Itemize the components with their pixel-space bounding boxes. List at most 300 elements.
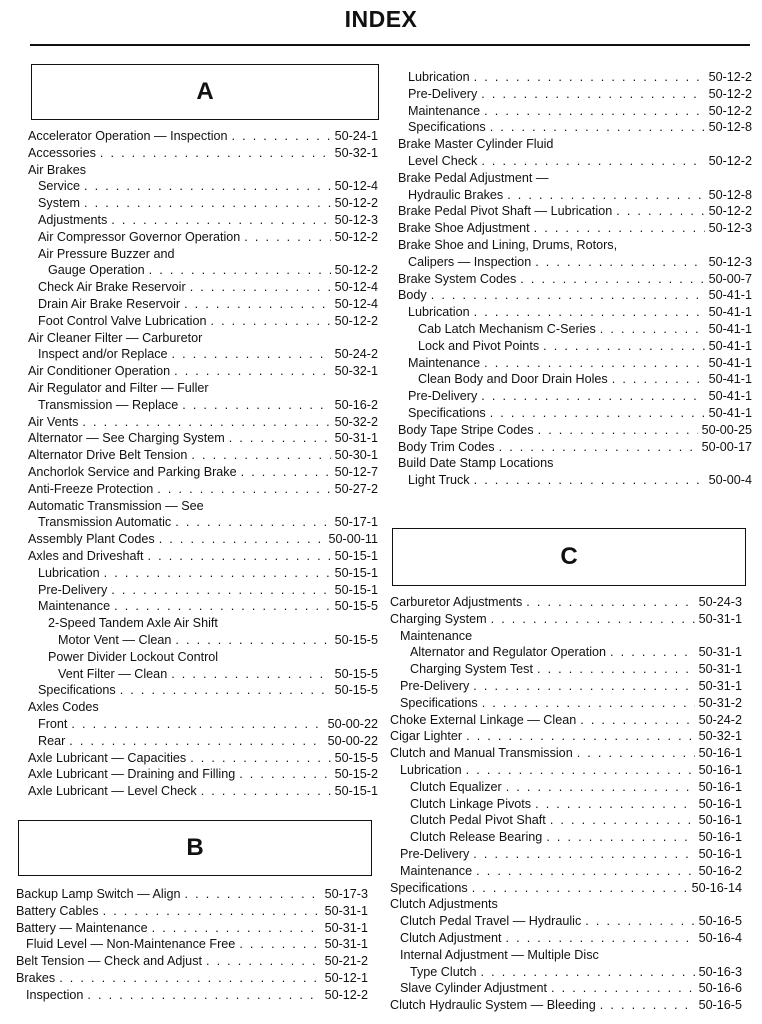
entry-page: 50-31-1	[324, 937, 368, 951]
leader-dots	[490, 405, 705, 422]
index-entry	[16, 886, 368, 903]
entry-page: 50-16-1	[698, 746, 742, 760]
index-entry	[26, 987, 368, 1004]
entry-page: 50-12-1	[324, 971, 368, 985]
index-entry	[410, 964, 742, 981]
leader-dots	[206, 953, 321, 970]
index-entry	[408, 103, 752, 120]
entry-page: 50-41-1	[708, 288, 752, 302]
entry-page: 50-12-2	[708, 87, 752, 101]
index-entry	[28, 330, 378, 347]
entry-text: Clutch Hydraulic System — Bleeding	[390, 998, 596, 1012]
leader-dots	[546, 829, 694, 846]
section-b-header	[18, 820, 372, 876]
entry-page: 50-41-1	[708, 322, 752, 336]
entry-text: Power Divider Lockout Control	[48, 650, 219, 664]
index-entry	[408, 153, 752, 170]
leader-dots	[507, 187, 704, 204]
entry-page: 50-12-2	[708, 104, 752, 118]
index-entry	[418, 371, 752, 388]
leader-dots	[474, 69, 705, 86]
entry-page: 50-31-1	[698, 679, 742, 693]
index-entry	[400, 913, 742, 930]
index-entry	[390, 611, 742, 628]
entry-page: 50-16-6	[698, 981, 742, 995]
index-entry	[410, 829, 742, 846]
entry-text: Calipers — Inspection	[408, 255, 532, 269]
leader-dots	[175, 632, 330, 649]
entry-page: 50-12-3	[708, 255, 752, 269]
entry-page: 50-00-7	[708, 272, 752, 286]
index-entry	[398, 439, 752, 456]
leader-dots	[69, 733, 323, 750]
index-entry	[398, 237, 752, 254]
entry-text: Carburetor Adjustments	[390, 595, 523, 609]
entry-page: 50-31-1	[324, 904, 368, 918]
leader-dots	[172, 346, 331, 363]
leader-dots	[538, 422, 698, 439]
index-entry	[398, 203, 752, 220]
leader-dots	[239, 766, 330, 783]
leader-dots	[473, 846, 694, 863]
entry-page: 50-12-3	[334, 213, 378, 227]
index-entry	[38, 346, 378, 363]
index-entry	[408, 69, 752, 86]
leader-dots	[482, 695, 695, 712]
index-entry	[410, 812, 742, 829]
entry-page: 50-16-1	[698, 763, 742, 777]
entry-page: 50-16-1	[698, 847, 742, 861]
entry-page: 50-00-17	[701, 440, 752, 454]
leader-dots	[520, 271, 704, 288]
entry-page: 50-16-1	[698, 797, 742, 811]
index-entry	[390, 896, 742, 913]
entry-page: 50-16-3	[698, 965, 742, 979]
entry-text: Clutch Release Bearing	[410, 830, 543, 844]
index-entry	[28, 481, 378, 498]
entry-page: 50-32-1	[334, 146, 378, 160]
entry-page: 50-15-5	[334, 683, 378, 697]
index-entry	[38, 733, 378, 750]
entry-text: Foot Control Valve Lubrication	[38, 314, 207, 328]
index-entry	[28, 783, 378, 800]
entry-page: 50-41-1	[708, 406, 752, 420]
index-entry	[38, 229, 378, 246]
index-entry	[38, 212, 378, 229]
leader-dots	[201, 783, 331, 800]
entry-page: 50-41-1	[708, 372, 752, 386]
entry-text: Automatic Transmission — See	[28, 499, 204, 513]
entry-text: Hydraulic Brakes	[408, 188, 504, 202]
index-entry	[28, 414, 378, 431]
entry-page: 50-16-1	[698, 813, 742, 827]
entry-page: 50-41-1	[708, 356, 752, 370]
leader-dots	[185, 886, 321, 903]
leader-dots	[184, 296, 331, 313]
entry-text: Adjustments	[38, 213, 108, 227]
leader-dots	[84, 178, 331, 195]
entry-text: Gauge Operation	[48, 263, 145, 277]
entry-text: Lubrication	[400, 763, 462, 777]
entry-text: Accessories	[28, 146, 96, 160]
index-entry	[400, 695, 742, 712]
entry-text: Maintenance	[38, 599, 111, 613]
entry-page: 50-24-2	[334, 347, 378, 361]
leader-dots	[210, 313, 330, 330]
entry-text: Charging System Test	[410, 662, 533, 676]
entry-text: Build Date Stamp Locations	[398, 456, 554, 470]
index-entry	[390, 728, 742, 745]
index-entry	[410, 644, 742, 661]
index-entry	[410, 796, 742, 813]
entry-text: Anti-Freeze Protection	[28, 482, 154, 496]
index-entry	[28, 128, 378, 145]
entry-text: Lock and Pivot Points	[418, 339, 540, 353]
entry-page: 50-12-4	[334, 297, 378, 311]
leader-dots	[149, 262, 331, 279]
entry-text: Axle Lubricant — Draining and Filling	[28, 767, 236, 781]
entry-page: 50-15-5	[334, 667, 378, 681]
entry-text: Axle Lubricant — Level Check	[28, 784, 197, 798]
leader-dots	[82, 414, 330, 431]
index-entry	[28, 531, 378, 548]
entry-text: 2-Speed Tandem Axle Air Shift	[48, 616, 218, 630]
entry-text: Vent Filter — Clean	[58, 667, 168, 681]
entry-page: 50-32-2	[334, 415, 378, 429]
entry-page: 50-00-22	[327, 734, 378, 748]
entry-page: 50-41-1	[708, 389, 752, 403]
leader-dots	[175, 514, 330, 531]
index-entry	[28, 498, 378, 515]
entry-page: 50-16-14	[691, 881, 742, 895]
leader-dots	[148, 548, 331, 565]
index-entry	[400, 980, 742, 997]
entry-text: Inspect and/or Replace	[38, 347, 168, 361]
leader-dots	[537, 661, 695, 678]
entry-text: Choke External Linkage — Clean	[390, 713, 577, 727]
entry-text: Clean Body and Door Drain Holes	[418, 372, 608, 386]
leader-dots	[534, 220, 705, 237]
index-entry	[28, 447, 378, 464]
entry-page: 50-00-11	[328, 532, 378, 546]
entry-text: Air Vents	[28, 415, 79, 429]
index-entry	[16, 903, 368, 920]
entry-text: Transmission — Replace	[38, 398, 179, 412]
index-entry	[408, 472, 752, 489]
entry-text: Specifications	[390, 881, 468, 895]
index-entry	[38, 296, 378, 313]
title-rule	[30, 44, 750, 46]
leader-dots	[600, 321, 705, 338]
entry-page: 50-31-1	[324, 921, 368, 935]
index-entry	[408, 355, 752, 372]
index-entry	[410, 661, 742, 678]
entry-text: Service	[38, 179, 80, 193]
index-entry	[400, 678, 742, 695]
entry-text: Specifications	[408, 120, 486, 134]
entry-text: Brakes	[16, 971, 56, 985]
leader-dots	[241, 464, 331, 481]
entry-page: 50-12-2	[708, 154, 752, 168]
entry-text: Backup Lamp Switch — Align	[16, 887, 181, 901]
entry-page: 50-16-2	[334, 398, 378, 412]
index-entry	[390, 594, 742, 611]
section-letter: B	[186, 834, 204, 861]
leader-dots	[585, 913, 694, 930]
entry-page: 50-41-1	[708, 339, 752, 353]
entry-page: 50-00-4	[708, 473, 752, 487]
entry-text: Body Trim Codes	[398, 440, 495, 454]
entry-text: Slave Cylinder Adjustment	[400, 981, 547, 995]
leader-dots	[466, 762, 695, 779]
entry-page: 50-32-1	[698, 729, 742, 743]
entry-text: Battery Cables	[16, 904, 99, 918]
index-entry	[48, 262, 378, 279]
entry-text: Brake Shoe and Lining, Drums, Rotors,	[398, 238, 618, 252]
entry-page: 50-12-2	[334, 263, 378, 277]
index-entry	[400, 863, 742, 880]
entry-page: 50-27-2	[334, 482, 378, 496]
entry-page: 50-15-5	[334, 633, 378, 647]
index-entry	[38, 246, 378, 263]
leader-dots	[191, 447, 330, 464]
index-entry	[48, 615, 378, 632]
entry-page: 50-12-2	[334, 314, 378, 328]
entry-page: 50-15-2	[334, 767, 378, 781]
entry-page: 50-12-7	[334, 465, 378, 479]
entry-page: 50-30-1	[334, 448, 378, 462]
index-entry	[38, 598, 378, 615]
leader-dots	[484, 355, 704, 372]
entry-text: Internal Adjustment — Multiple Disc	[400, 948, 599, 962]
entry-page: 50-16-5	[698, 998, 742, 1012]
entry-page: 50-16-5	[698, 914, 742, 928]
entry-text: Alternator and Regulator Operation	[410, 645, 607, 659]
entry-text: Alternator Drive Belt Tension	[28, 448, 188, 462]
entry-text: Axles and Driveshaft	[28, 549, 144, 563]
entry-text: Belt Tension — Check and Adjust	[16, 954, 202, 968]
leader-dots	[481, 964, 695, 981]
entry-page: 50-15-1	[334, 549, 378, 563]
index-entry	[16, 920, 368, 937]
section-c-header	[392, 528, 746, 586]
entry-page: 50-24-2	[698, 713, 742, 727]
entry-text: Clutch Adjustments	[390, 897, 498, 911]
index-entry	[38, 397, 378, 414]
leader-dots	[473, 678, 694, 695]
entry-text: Brake Pedal Pivot Shaft — Lubrication	[398, 204, 613, 218]
leader-dots	[111, 212, 330, 229]
leader-dots	[190, 750, 330, 767]
index-entry	[28, 363, 378, 380]
entry-page: 50-12-8	[708, 188, 752, 202]
entry-text: Pre-Delivery	[400, 679, 470, 693]
entry-text: Motor Vent — Clean	[58, 633, 172, 647]
entry-page: 50-12-2	[708, 70, 752, 84]
index-entry	[408, 405, 752, 422]
entry-text: Front	[38, 717, 68, 731]
entry-text: Pre-Delivery	[408, 389, 478, 403]
index-entry	[38, 313, 378, 330]
entry-text: Fluid Level — Non-Maintenance Free	[26, 937, 236, 951]
entry-text: Air Conditioner Operation	[28, 364, 171, 378]
entry-text: Maintenance	[400, 629, 473, 643]
entry-page: 50-00-25	[701, 423, 752, 437]
entry-page: 50-17-1	[334, 515, 378, 529]
entry-text: Drain Air Brake Reservoir	[38, 297, 181, 311]
entry-page: 50-16-2	[698, 864, 742, 878]
entry-page: 50-16-1	[698, 830, 742, 844]
leader-dots	[474, 304, 705, 321]
index-entry	[400, 930, 742, 947]
leader-dots	[232, 128, 331, 145]
index-entry	[408, 254, 752, 271]
leader-dots	[612, 371, 705, 388]
entry-text: Air Cleaner Filter — Carburetor	[28, 331, 203, 345]
leader-dots	[84, 195, 331, 212]
leader-dots	[481, 388, 704, 405]
leader-dots	[87, 987, 320, 1004]
entry-text: Inspection	[26, 988, 84, 1002]
entry-text: Clutch and Manual Transmission	[390, 746, 573, 760]
leader-dots	[59, 970, 320, 987]
index-entry	[28, 430, 378, 447]
leader-dots	[103, 903, 321, 920]
leader-dots	[114, 598, 330, 615]
entry-page: 50-12-2	[708, 204, 752, 218]
leader-dots	[610, 644, 695, 661]
entry-text: Maintenance	[408, 104, 481, 118]
entry-text: Brake Master Cylinder Fluid	[398, 137, 554, 151]
entry-text: Brake System Codes	[398, 272, 517, 286]
index-entry	[28, 699, 378, 716]
entry-text: Specifications	[38, 683, 116, 697]
entry-page: 50-24-1	[334, 129, 378, 143]
index-entry	[16, 970, 368, 987]
entry-text: Brake Shoe Adjustment	[398, 221, 530, 235]
entry-text: Level Check	[408, 154, 478, 168]
index-entry	[398, 136, 752, 153]
entry-page: 50-12-4	[334, 179, 378, 193]
entry-text: Light Truck	[408, 473, 470, 487]
index-entry	[38, 178, 378, 195]
entry-text: Cab Latch Mechanism C-Series	[418, 322, 596, 336]
index-entry	[390, 880, 742, 897]
entry-page: 50-15-5	[334, 751, 378, 765]
index-entry	[58, 632, 378, 649]
index-entry	[398, 422, 752, 439]
entry-text: Axles Codes	[28, 700, 99, 714]
entry-page: 50-12-2	[334, 196, 378, 210]
index-entry	[28, 145, 378, 162]
page-title: INDEX	[344, 6, 418, 32]
index-entry	[400, 762, 742, 779]
entry-page: 50-21-2	[324, 954, 368, 968]
index-entry	[418, 338, 752, 355]
index-entry	[408, 388, 752, 405]
entry-page: 50-15-1	[334, 566, 378, 580]
leader-dots	[71, 716, 323, 733]
entry-text: Axle Lubricant — Capacities	[28, 751, 187, 765]
leader-dots	[474, 472, 705, 489]
entry-text: Body	[398, 288, 427, 302]
leader-dots	[490, 119, 705, 136]
entry-text: Clutch Adjustment	[400, 931, 502, 945]
leader-dots	[484, 103, 704, 120]
entry-page: 50-16-1	[698, 780, 742, 794]
leader-dots	[239, 936, 320, 953]
index-entry	[48, 649, 378, 666]
leader-dots	[526, 594, 694, 611]
leader-dots	[481, 86, 704, 103]
index-entry	[28, 464, 378, 481]
index-entry	[408, 304, 752, 321]
index-entry	[398, 271, 752, 288]
index-entry	[38, 682, 378, 699]
entry-page: 50-15-5	[334, 599, 378, 613]
leader-dots	[535, 254, 704, 271]
entry-text: Type Clutch	[410, 965, 477, 979]
leader-dots	[229, 430, 331, 447]
entry-page: 50-31-2	[698, 696, 742, 710]
index-entry	[400, 846, 742, 863]
entry-text: Body Tape Stripe Codes	[398, 423, 534, 437]
entry-text: Cigar Lighter	[390, 729, 463, 743]
leader-dots	[120, 682, 331, 699]
index-entry	[38, 195, 378, 212]
entry-text: Charging System	[390, 612, 487, 626]
entry-page: 50-12-3	[708, 221, 752, 235]
leader-dots	[476, 863, 694, 880]
leader-dots	[616, 203, 704, 220]
entry-text: Accelerator Operation — Inspection	[28, 129, 228, 143]
leader-dots	[244, 229, 330, 246]
section-a-header	[31, 64, 379, 120]
leader-dots	[506, 779, 695, 796]
leader-dots	[157, 481, 330, 498]
entry-text: Lubrication	[408, 305, 470, 319]
leader-dots	[111, 582, 330, 599]
leader-dots	[190, 279, 331, 296]
index-entry	[38, 565, 378, 582]
leader-dots	[551, 980, 695, 997]
entry-page: 50-32-1	[334, 364, 378, 378]
index-entry	[398, 220, 752, 237]
entry-page: 50-31-1	[698, 662, 742, 676]
index-entry	[38, 582, 378, 599]
leader-dots	[159, 531, 325, 548]
entry-page: 50-41-1	[708, 305, 752, 319]
entry-text: Air Regulator and Filter — Fuller	[28, 381, 209, 395]
index-entry	[390, 997, 742, 1014]
leader-dots	[104, 565, 331, 582]
leader-dots	[466, 728, 694, 745]
leader-dots	[152, 920, 321, 937]
entry-text: Brake Pedal Adjustment —	[398, 171, 549, 185]
leader-dots	[481, 153, 704, 170]
entry-text: Transmission Automatic	[38, 515, 172, 529]
entry-text: Pre-Delivery	[38, 583, 108, 597]
leader-dots	[174, 363, 330, 380]
leader-dots	[491, 611, 695, 628]
leader-dots	[472, 880, 688, 897]
index-entry	[410, 779, 742, 796]
index-entry	[28, 750, 378, 767]
entry-text: Air Brakes	[28, 163, 87, 177]
index-entry	[28, 548, 378, 565]
entry-text: Maintenance	[400, 864, 473, 878]
index-entry	[28, 162, 378, 179]
